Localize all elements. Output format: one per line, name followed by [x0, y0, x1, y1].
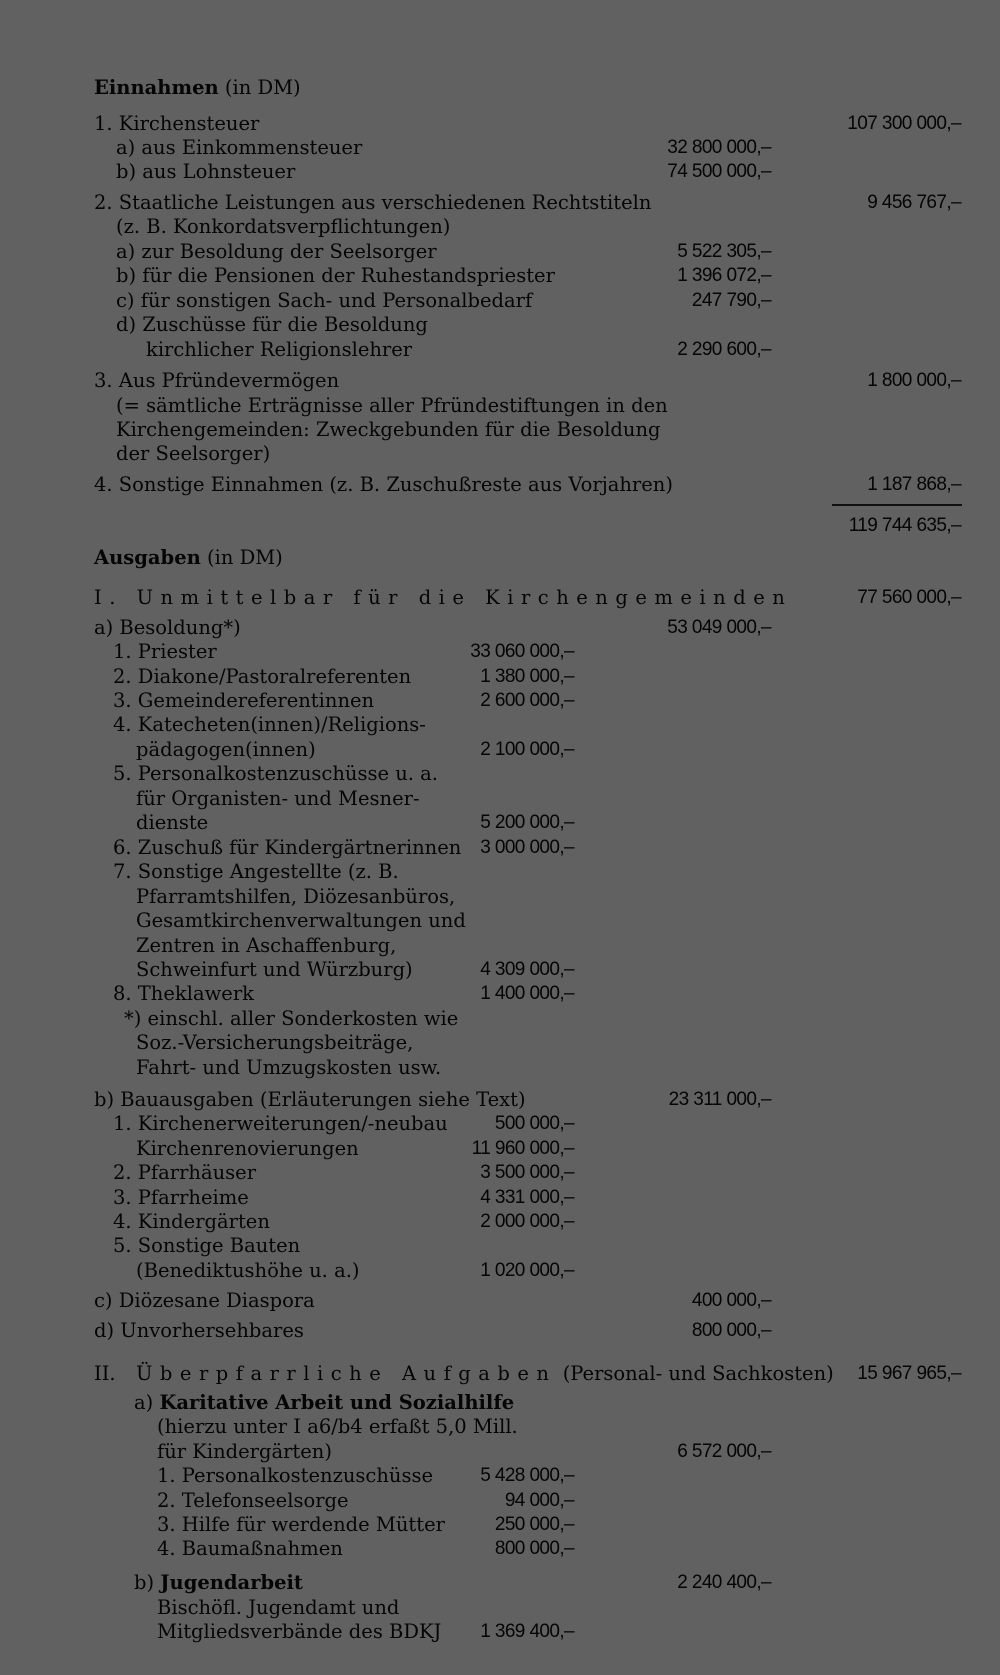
- income-item-2c-label: c) für sonstigen Sach- und Personalbedarf: [116, 289, 533, 312]
- income-item-2b-amount: 1 396 072,–: [677, 265, 771, 286]
- construction-item-2-label: 2. Pfarrhäuser: [113, 1161, 257, 1184]
- charity-prefix: a): [134, 1391, 154, 1414]
- salary-item-3-amount: 2 600 000,–: [480, 690, 574, 711]
- charity-note-1: (hierzu unter I a6/b4 erfaßt 5,0 Mill.: [157, 1415, 518, 1438]
- income-heading-label: Einnahmen: [94, 76, 219, 99]
- section-2-total: 15 967 965,–: [857, 1363, 961, 1384]
- section-2-title: Überpfarrliche Aufgaben: [136, 1362, 557, 1385]
- charity-item-1-amount: 5 428 000,–: [480, 1465, 574, 1486]
- income-item-3-note-3: der Seelsorger): [116, 442, 271, 465]
- charity-item-4-amount: 800 000,–: [494, 1538, 574, 1559]
- salary-item-5-label-cont-1: für Organisten- und Mesner-: [136, 787, 420, 810]
- charity-item-4-label: 4. Baumaßnahmen: [157, 1537, 343, 1560]
- charity-title: Karitative Arbeit und Sozialhilfe: [159, 1391, 515, 1414]
- footnote-line-2: Soz.-Versicherungsbeiträge,: [136, 1031, 414, 1054]
- salaries-label: a) Besoldung*): [94, 616, 241, 639]
- youth-line-1: Bischöfl. Jugendamt und: [157, 1596, 400, 1619]
- income-item-2d-label: d) Zuschüsse für die Besoldung: [116, 313, 428, 336]
- section-2-heading: [136, 1362, 834, 1386]
- expenses-heading-label: Ausgaben: [94, 546, 201, 569]
- charity-item-2-label: 2. Telefonseelsorge: [157, 1489, 349, 1512]
- section-2-title-suffix: (Personal- und Sachkosten): [562, 1362, 834, 1385]
- charity-item-3-amount: 250 000,–: [494, 1514, 574, 1535]
- charity-item-3-label: 3. Hilfe für werdende Mütter: [157, 1513, 445, 1536]
- salary-item-7-amount: 4 309 000,–: [480, 959, 574, 980]
- income-heading-unit: (in DM): [224, 76, 301, 99]
- income-item-3-note-1: (= sämtliche Erträgnisse aller Pfründestiftungen in den: [116, 394, 668, 417]
- income-item-1-total: 107 300 000,–: [847, 113, 961, 134]
- salary-item-6-amount: 3 000 000,–: [480, 837, 574, 858]
- salary-item-7-label-cont-1: Pfarramtshilfen, Diözesanbüros,: [136, 885, 456, 908]
- salary-item-7-label-cont-4: Schweinfurt und Würzburg): [136, 958, 413, 981]
- footnote-line-3: Fahrt- und Umzugskosten usw.: [136, 1056, 442, 1079]
- construction-item-1b-amount: 11 960 000,–: [471, 1138, 574, 1159]
- salary-item-7-label: 7. Sonstige Angestellte (z. B.: [113, 860, 399, 883]
- salary-item-7-label-cont-3: Zentren in Aschaffenburg,: [136, 934, 397, 957]
- income-item-3-note-2: Kirchengemeinden: Zweckgebunden für die Besoldung: [116, 418, 661, 441]
- salary-item-5-amount: 5 200 000,–: [480, 812, 574, 833]
- income-item-2-total: 9 456 767,–: [867, 192, 961, 213]
- income-item-2d-label-cont: kirchlicher Religionslehrer: [146, 338, 413, 361]
- charity-item-1-label: 1. Personalkostenzuschüsse: [157, 1464, 434, 1487]
- income-item-4-label: 4. Sonstige Einnahmen (z. B. Zuschußreste aus Vorjahren): [94, 473, 673, 496]
- construction-item-5-label: 5. Sonstige Bauten: [113, 1234, 301, 1257]
- construction-item-2-amount: 3 500 000,–: [480, 1162, 574, 1183]
- salary-item-4-amount: 2 100 000,–: [480, 739, 574, 760]
- youth-line-2-amount: 1 369 400,–: [480, 1621, 574, 1642]
- section-1-title: I. Unmittelbar für die Kirchengemeinden: [94, 586, 793, 609]
- diaspora-label: c) Diözesane Diaspora: [94, 1289, 315, 1312]
- salary-item-4-label-cont: pädagogen(innen): [136, 738, 316, 761]
- charity-note-2: für Kindergärten): [157, 1440, 332, 1463]
- construction-item-3-amount: 4 331 000,–: [480, 1187, 574, 1208]
- construction-item-4-label: 4. Kindergärten: [113, 1210, 270, 1233]
- unforeseen-label: d) Unvorhersehbares: [94, 1319, 304, 1342]
- footnote-line-1: *) einschl. aller Sonderkosten wie: [124, 1007, 459, 1030]
- salary-item-1-amount: 33 060 000,–: [470, 641, 574, 662]
- construction-item-5-amount: 1 020 000,–: [480, 1260, 574, 1281]
- youth-prefix: b): [134, 1571, 155, 1594]
- income-item-2a-label: a) zur Besoldung der Seelsorger: [116, 240, 437, 263]
- salary-item-2-amount: 1 380 000,–: [480, 666, 574, 687]
- salary-item-5-label-cont-2: dienste: [136, 811, 209, 834]
- sum-rule: [832, 504, 962, 506]
- salary-item-6-label: 6. Zuschuß für Kindergärtnerinnen: [113, 836, 462, 859]
- salary-item-7-label-cont-2: Gesamtkirchenverwaltungen und: [136, 909, 466, 932]
- construction-item-1b-label: Kirchenrenovierungen: [136, 1137, 359, 1160]
- salary-item-2-label: 2. Diakone/Pastoralreferenten: [113, 665, 412, 688]
- charity-item-2-amount: 94 000,–: [504, 1490, 574, 1511]
- income-item-1b-label: b) aus Lohnsteuer: [116, 160, 296, 183]
- income-item-2d-amount: 2 290 600,–: [677, 339, 771, 360]
- construction-item-1-amount: 500 000,–: [494, 1113, 574, 1134]
- income-item-3-total: 1 800 000,–: [867, 370, 961, 391]
- income-heading: [94, 76, 301, 100]
- salary-item-4-label: 4. Katecheten(innen)/Religions-: [113, 713, 426, 736]
- unforeseen-amount: 800 000,–: [691, 1320, 771, 1341]
- expenses-heading-unit: (in DM): [206, 546, 283, 569]
- salary-item-8-amount: 1 400 000,–: [480, 983, 574, 1004]
- youth-title: Jugendarbeit: [160, 1571, 303, 1594]
- construction-item-3-label: 3. Pfarrheime: [113, 1186, 249, 1209]
- income-item-1b-amount: 74 500 000,–: [667, 161, 771, 182]
- income-item-2-note: (z. B. Konkordatsverpflichtungen): [116, 215, 451, 238]
- income-item-3-label: 3. Aus Pfründevermögen: [94, 369, 340, 392]
- income-item-1a-label: a) aus Einkommensteuer: [116, 136, 363, 159]
- construction-item-1-label: 1. Kirchenerweiterungen/-neubau: [113, 1112, 448, 1135]
- construction-amount: 23 311 000,–: [668, 1089, 771, 1110]
- section-1-total: 77 560 000,–: [857, 587, 961, 608]
- income-item-2-label: 2. Staatliche Leistungen aus verschiedenen Rechtstiteln: [94, 191, 652, 214]
- youth-heading: [134, 1571, 303, 1595]
- diaspora-amount: 400 000,–: [691, 1290, 771, 1311]
- youth-amount: 2 240 400,–: [677, 1572, 771, 1593]
- expenses-heading: [94, 546, 283, 570]
- youth-line-2: Mitgliedsverbände des BDKJ: [157, 1620, 442, 1643]
- salary-item-8-label: 8. Theklawerk: [113, 982, 254, 1005]
- income-item-4-total: 1 187 868,–: [867, 474, 961, 495]
- income-item-2c-amount: 247 790,–: [691, 290, 771, 311]
- income-grand-total: 119 744 635,–: [848, 515, 961, 536]
- salary-item-3-label: 3. Gemeindereferentinnen: [113, 689, 375, 712]
- salaries-amount: 53 049 000,–: [667, 617, 771, 638]
- salary-item-5-label: 5. Personalkostenzuschüsse u. a.: [113, 762, 438, 785]
- construction-item-5-label-cont: (Benediktushöhe u. a.): [136, 1259, 360, 1282]
- construction-item-4-amount: 2 000 000,–: [480, 1211, 574, 1232]
- section-2-numeral: II.: [94, 1362, 116, 1385]
- income-item-1-label: 1. Kirchensteuer: [94, 112, 260, 135]
- salary-item-1-label: 1. Priester: [113, 640, 217, 663]
- charity-amount: 6 572 000,–: [677, 1441, 771, 1462]
- construction-label: b) Bauausgaben (Erläuterungen siehe Text): [94, 1088, 526, 1111]
- charity-heading: [134, 1391, 514, 1415]
- income-item-2a-amount: 5 522 305,–: [677, 241, 771, 262]
- income-item-2b-label: b) für die Pensionen der Ruhestandspriester: [116, 264, 555, 287]
- income-item-1a-amount: 32 800 000,–: [667, 137, 771, 158]
